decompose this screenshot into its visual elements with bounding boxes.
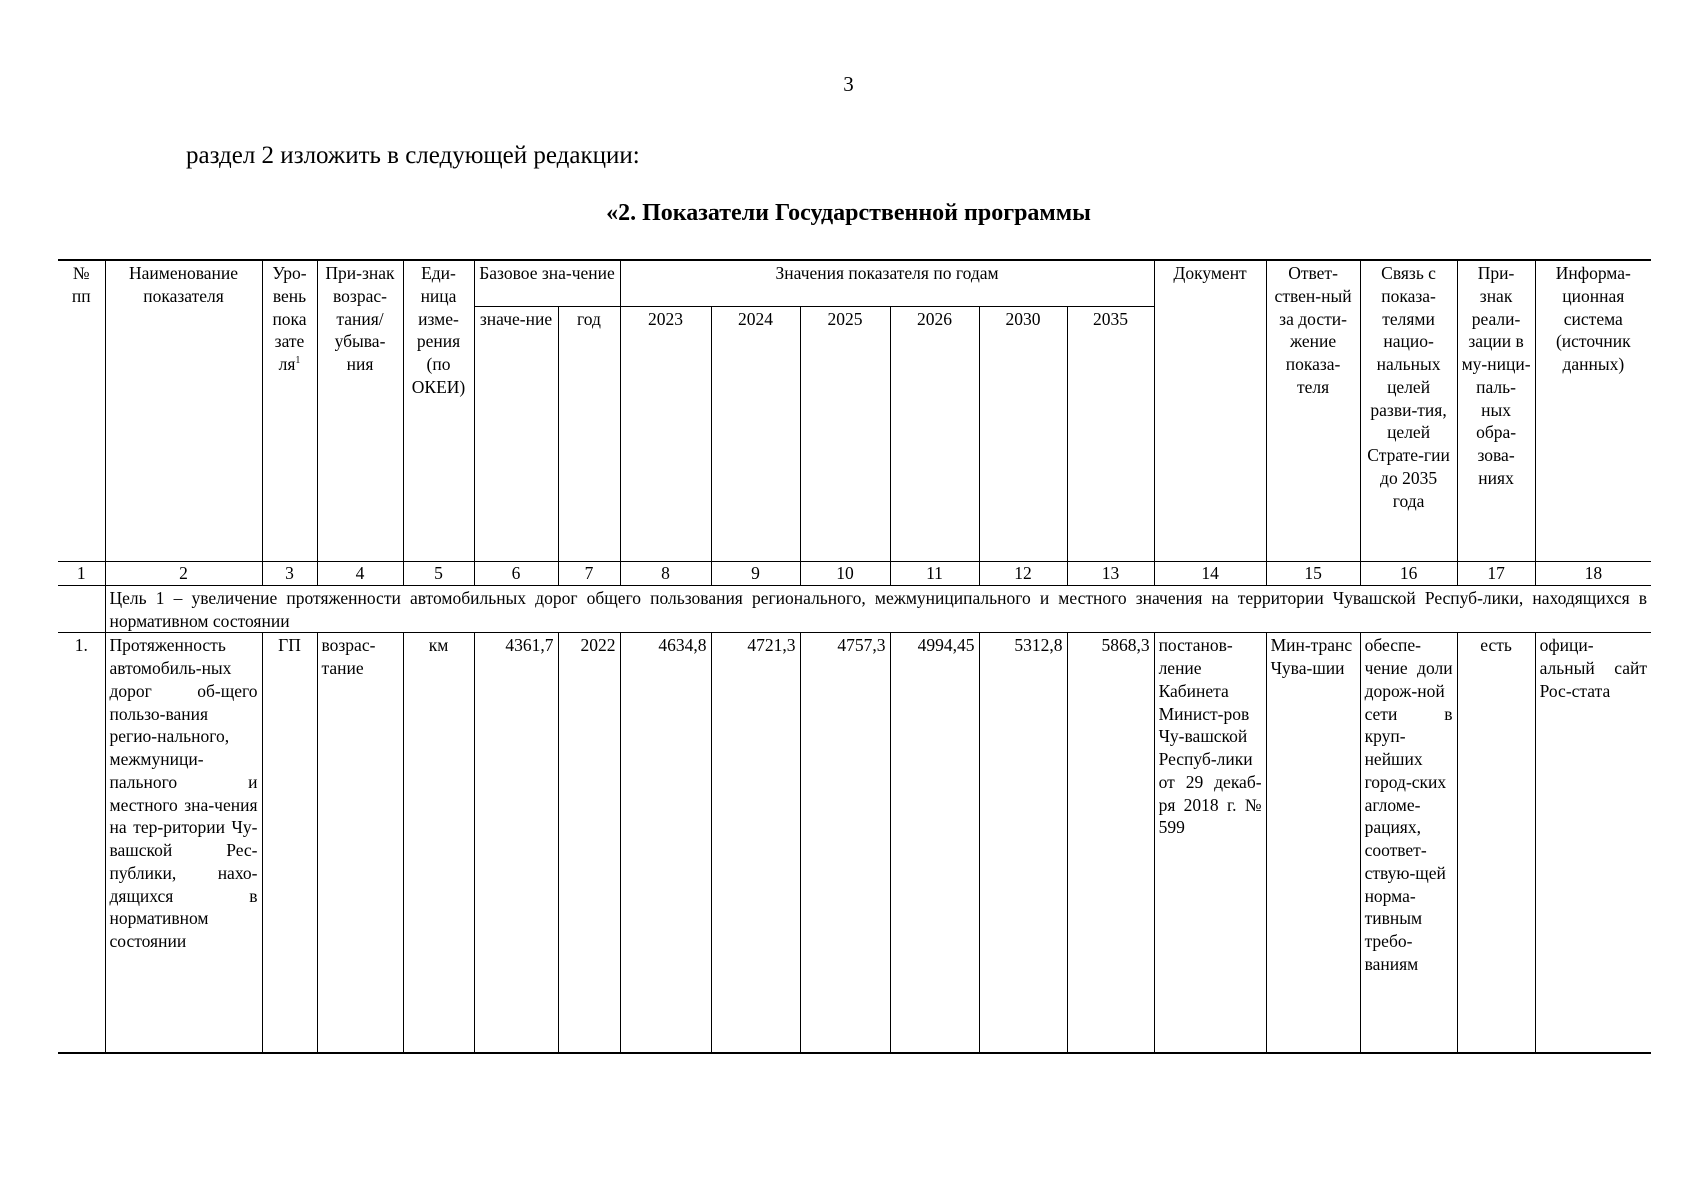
column-number: 17 [1457,562,1535,586]
column-number: 8 [620,562,711,586]
column-number: 15 [1266,562,1360,586]
column-number: 12 [979,562,1067,586]
column-number: 7 [558,562,620,586]
table-row [58,633,1651,1054]
row-base-value: 4361,7 [474,633,558,1054]
row-value-2023: 4634,8 [620,633,711,1054]
header-year: 2035 [1067,307,1154,562]
header-num: № пп [58,260,105,562]
column-number: 13 [1067,562,1154,586]
header-municipal: При-знак реали-зации в му-ници-паль-ных обра-зова-ниях [1457,260,1535,562]
column-number: 14 [1154,562,1266,586]
column-number: 4 [317,562,403,586]
header-name: Наименование показателя [105,260,262,562]
page-number: 3 [843,72,854,96]
column-number: 16 [1360,562,1457,586]
column-number: 10 [800,562,890,586]
header-base-group: Базовое зна-чение [474,260,620,307]
header-years-group: Значения показателя по годам [620,260,1154,307]
row-value-2030: 5312,8 [979,633,1067,1054]
row-num: 1. [58,633,105,1054]
row-document: постанов-ление Кабинета Минист-ров Чу-вашской Респуб-лики от 29 декаб-ря 2018 г. № 599 [1154,633,1266,1054]
row-value-2035: 5868,3 [1067,633,1154,1054]
row-name: Протяженность автомобиль-ных дорог об-щего пользо-вания регио-нального, межмуници-пального и местного зна-чения на тер-ритории Чу-вашской Рес-публики, нахо-дящихся в нормативном состоянии [105,633,262,1054]
row-value-2024: 4721,3 [711,633,800,1054]
header-year: 2030 [979,307,1067,562]
row-base-year: 2022 [558,633,620,1054]
header-unit: Еди-ница изме-рения (по ОКЕИ) [403,260,474,562]
header-trend: При-знак возрас-тания/ убыва-ния [317,260,403,562]
goal-row [58,585,1651,633]
column-number: 11 [890,562,979,586]
header-level [262,260,317,562]
column-numbers-row [58,562,1651,586]
row-municipal: есть [1457,633,1535,1054]
row-info-system: офици-альный сайт Рос-стата [1535,633,1651,1054]
header-year: 2025 [800,307,890,562]
row-unit: км [403,633,474,1054]
row-value-2026: 4994,45 [890,633,979,1054]
footnote-marker: 1 [295,355,301,367]
header-row [58,260,1651,307]
header-base-year: год [558,307,620,562]
header-link: Связь с показа-телями нацио-нальных целей разви-тия, целей Страте-гии до 2035 года [1360,260,1457,562]
header-info-system: Информа-ционная система (источник данных) [1535,260,1651,562]
intro-text: раздел 2 изложить в следующей редакции: [186,142,640,169]
header-year: 2024 [711,307,800,562]
row-level: ГП [262,633,317,1054]
indicators-table [58,259,1651,1054]
header-document: Документ [1154,260,1266,562]
header-base-value: значе-ние [474,307,558,562]
goal-text: Цель 1 – увеличение протяженности автомобильных дорог общего пользования регионального, межмуниципального и местного значения на территории Чувашской Респуб-лики, находящихся в нормативном состоянии [105,585,1651,633]
column-number: 9 [711,562,800,586]
column-number: 5 [403,562,474,586]
header-year: 2023 [620,307,711,562]
header-responsible: Ответ-ствен-ный за дости-жение показа-теля [1266,260,1360,562]
column-number: 6 [474,562,558,586]
column-number: 2 [105,562,262,586]
header-level-text: Уро-вень пока зате ля [272,263,307,374]
row-responsible: Мин-транс Чува-шии [1266,633,1360,1054]
header-year: 2026 [890,307,979,562]
section-title: «2. Показатели Государственной программы [606,200,1091,226]
goal-spacer [58,585,105,633]
row-value-2025: 4757,3 [800,633,890,1054]
column-number: 18 [1535,562,1651,586]
row-trend: возрас-тание [317,633,403,1054]
column-number: 1 [58,562,105,586]
row-link: обеспе-чение доли дорож-ной сети в круп-нейших город-ских агломе-рациях, соответ-ствую-щей норма-тивным требо-ваниям [1360,633,1457,1054]
column-number: 3 [262,562,317,586]
